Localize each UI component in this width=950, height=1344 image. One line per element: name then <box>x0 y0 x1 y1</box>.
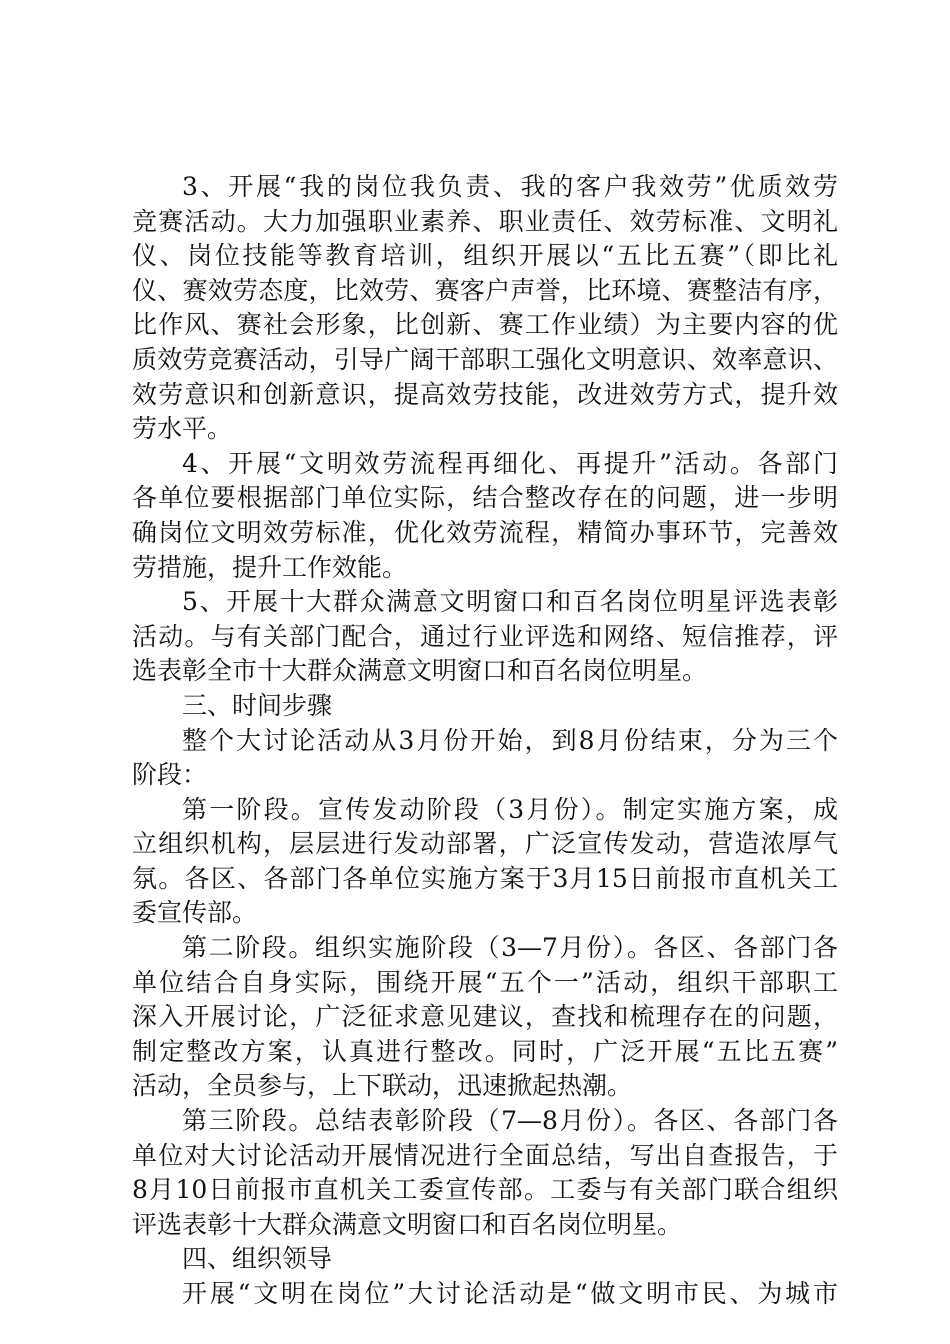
text-line: 第一阶段。宣传发动阶段（3月份）。制定实施方案，成 <box>182 794 838 824</box>
text-line: 单位对大讨论活动开展情况进行全面总结，写出自查报告，于 <box>132 1140 838 1170</box>
text-line: 三、时间步骤 <box>182 690 333 720</box>
text-line: 立组织机构，层层进行发动部署，广泛宣传发动，营造浓厚气 <box>132 829 838 859</box>
text-line: 整个大讨论活动从3月份开始，到8月份结束，分为三个 <box>182 725 838 755</box>
text-line: 各单位要根据部门单位实际，结合整改存在的问题，进一步明 <box>132 483 838 513</box>
text-line: 活动，全员参与，上下联动，迅速掀起热潮。 <box>132 1071 633 1101</box>
text-line: 活动。与有关部门配合，通过行业评选和网络、短信推荐，评 <box>132 621 838 651</box>
text-line: 单位结合自身实际，围绕开展“五个一”活动，组织干部职工 <box>132 967 838 997</box>
text-line: 氛。各区、各部门各单位实施方案于3月15日前报市直机关工 <box>132 863 838 893</box>
text-line: 四、组织领导 <box>182 1244 333 1274</box>
text-line: 4、开展“文明效劳流程再细化、再提升”活动。各部门 <box>182 448 838 478</box>
text-line: 第三阶段。总结表彰阶段（7—8月份）。各区、各部门各 <box>182 1106 838 1136</box>
text-line: 效劳意识和创新意识，提高效劳技能，改进效劳方式，提升效 <box>132 379 838 409</box>
text-line: 阶段： <box>132 760 208 790</box>
text-line: 深入开展讨论，广泛征求意见建议，查找和梳理存在的问题， <box>132 1002 838 1032</box>
text-line: 劳措施，提升工作效能。 <box>132 552 408 582</box>
text-line: 竞赛活动。大力加强职业素养、职业责任、效劳标准、文明礼 <box>132 206 838 236</box>
text-line: 5、开展十大群众满意文明窗口和百名岗位明星评选表彰 <box>182 587 838 617</box>
text-line: 评选表彰十大群众满意文明窗口和百名岗位明星。 <box>132 1209 683 1239</box>
text-line: 比作风、赛社会形象，比创新、赛工作业绩）为主要内容的优 <box>132 310 838 340</box>
document-body <box>132 170 850 1312</box>
text-line: 选表彰全市十大群众满意文明窗口和百名岗位明星。 <box>132 656 708 686</box>
text-line: 第二阶段。组织实施阶段（3—7月份）。各区、各部门各 <box>182 933 838 963</box>
text-line: 质效劳竞赛活动，引导广阔干部职工强化文明意识、效率意识、 <box>132 344 838 374</box>
text-line: 确岗位文明效劳标准，优化效劳流程，精简办事环节，完善效 <box>132 517 838 547</box>
text-line: 仪、赛效劳态度，比效劳、赛客户声誉，比环境、赛整洁有序， <box>132 275 838 305</box>
text-line: 仪、岗位技能等教育培训，组织开展以“五比五赛”（即比礼 <box>132 241 838 271</box>
text-line: 劳水平。 <box>132 414 233 444</box>
text-line: 委宣传部。 <box>132 898 258 928</box>
text-line: 3、开展“我的岗位我负责、我的客户我效劳”优质效劳 <box>182 172 838 201</box>
text-line: 开展“文明在岗位”大讨论活动是“做文明市民、为城市 <box>182 1279 838 1308</box>
text-line: 8月10日前报市直机关工委宣传部。工委与有关部门联合组织 <box>132 1175 838 1205</box>
text-line: 制定整改方案，认真进行整改。同时，广泛开展“五比五赛” <box>132 1036 838 1066</box>
